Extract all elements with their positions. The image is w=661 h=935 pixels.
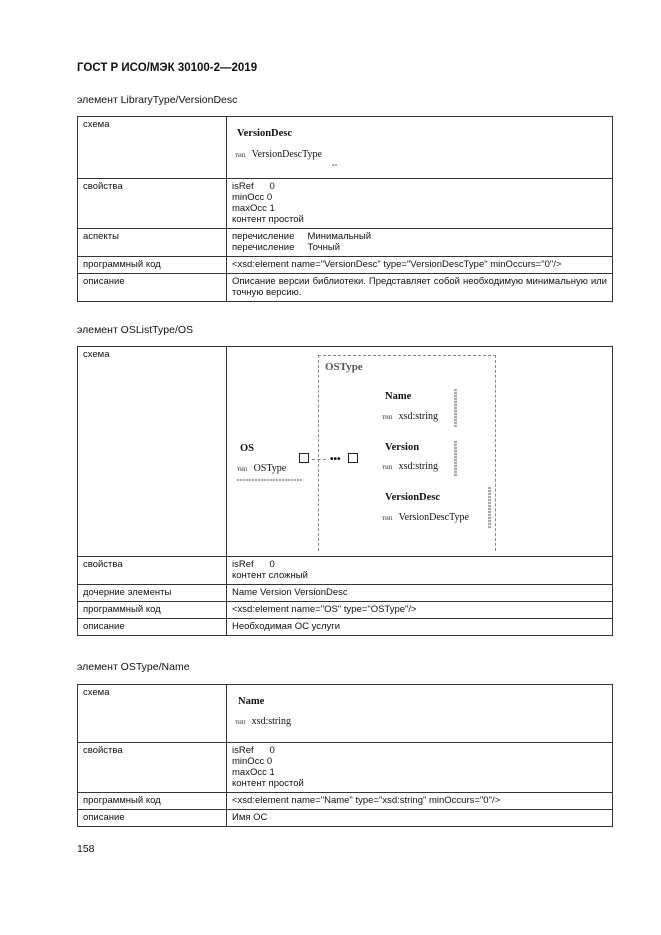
element-box-shadow bbox=[332, 164, 337, 166]
page-number: 158 bbox=[77, 843, 95, 855]
value-line: перечисление Минимальный bbox=[232, 231, 372, 242]
schema-diagram bbox=[227, 685, 613, 743]
schema-type-name: xsd:string bbox=[251, 716, 292, 727]
row-key: описание bbox=[78, 810, 227, 827]
versiondesc-table bbox=[77, 116, 613, 302]
type-prefix: тип bbox=[382, 413, 393, 421]
value-line: isRef 0 bbox=[232, 745, 275, 756]
child-type-line bbox=[382, 512, 469, 524]
group-border-right bbox=[495, 355, 496, 551]
document-standard-header: ГОСТ Р ИСО/МЭК 30100-2—2019 bbox=[77, 62, 258, 74]
row-value bbox=[227, 257, 613, 274]
schema-type-line bbox=[235, 716, 291, 728]
type-prefix: тип bbox=[235, 718, 246, 726]
child-name: Name bbox=[385, 391, 412, 402]
schema-label: схема bbox=[78, 117, 227, 179]
section-title-name: элемент OSType/Name bbox=[77, 661, 190, 673]
schema-type-name: VersionDescType bbox=[251, 149, 322, 160]
value-line: minOcc 0 bbox=[232, 192, 273, 203]
os-type-name: OSType bbox=[253, 463, 287, 474]
schema-label: схема bbox=[78, 685, 227, 743]
expand-box[interactable] bbox=[299, 453, 309, 463]
value-line: Name Version VersionDesc bbox=[232, 587, 348, 598]
value-line: контент простой bbox=[232, 778, 304, 789]
schema-label: схема bbox=[78, 347, 227, 557]
row-key: свойства bbox=[78, 743, 227, 793]
schema-element-name: VersionDesc bbox=[237, 128, 293, 139]
os-table bbox=[77, 346, 613, 636]
code-line: <xsd:element name="Name" type="xsd:string" minOccurs="0"/> bbox=[232, 795, 501, 806]
sequence-expand-box[interactable] bbox=[348, 453, 358, 463]
row-key: программный код bbox=[78, 257, 227, 274]
os-type-line bbox=[237, 463, 286, 475]
row-value bbox=[227, 179, 613, 229]
value-line: maxOcc 1 bbox=[232, 203, 275, 214]
element-box-shadow bbox=[488, 487, 491, 529]
row-value bbox=[227, 557, 613, 585]
row-key: свойства bbox=[78, 179, 227, 229]
value-line: Имя ОС bbox=[232, 812, 268, 823]
group-border-top bbox=[318, 355, 496, 356]
schema-diagram bbox=[227, 347, 613, 557]
element-box-shadow bbox=[454, 389, 457, 427]
child-type-line bbox=[382, 411, 438, 423]
value-line: контент простой bbox=[232, 214, 304, 225]
schema-diagram bbox=[227, 117, 613, 179]
code-line: <xsd:element name="VersionDesc" type="VersionDescType" minOccurs="0"/> bbox=[232, 259, 562, 270]
row-key: программный код bbox=[78, 793, 227, 810]
row-key: дочерние элементы bbox=[78, 585, 227, 602]
section-title-os: элемент OSListType/OS bbox=[77, 324, 194, 336]
child-type-name: xsd:string bbox=[398, 411, 439, 422]
value-line: isRef 0 bbox=[232, 559, 275, 570]
section-title-versiondesc: элемент LibraryType/VersionDesc bbox=[77, 94, 238, 106]
os-element-name: OS bbox=[240, 443, 255, 454]
row-key: аспекты bbox=[78, 229, 227, 257]
child-type-line bbox=[382, 461, 438, 473]
row-key: программный код bbox=[78, 602, 227, 619]
row-value bbox=[227, 810, 613, 827]
child-name: Version bbox=[385, 442, 420, 453]
type-prefix: тип bbox=[382, 463, 393, 471]
sequence-compositor: ••• bbox=[330, 454, 341, 465]
row-value bbox=[227, 793, 613, 810]
child-type-name: VersionDescType bbox=[398, 512, 469, 523]
connector-line bbox=[312, 459, 326, 460]
row-value bbox=[227, 619, 613, 636]
child-name: VersionDesc bbox=[385, 492, 441, 503]
row-value bbox=[227, 585, 613, 602]
schema-element-name: Name bbox=[238, 696, 265, 707]
schema-type-line bbox=[235, 149, 322, 161]
row-value bbox=[227, 229, 613, 257]
type-prefix: тип bbox=[382, 514, 393, 522]
element-box-shadow bbox=[454, 441, 457, 477]
value-line: maxOcc 1 bbox=[232, 767, 275, 778]
row-value bbox=[227, 602, 613, 619]
value-line: контент сложный bbox=[232, 570, 308, 581]
value-line: isRef 0 bbox=[232, 181, 275, 192]
value-line: Необходимая ОС услуги bbox=[232, 621, 341, 632]
row-value bbox=[227, 743, 613, 793]
description-value: Описание версии библиотеки. Представляет собой необходимую минимальную или точную версию. bbox=[227, 274, 613, 302]
row-key: описание bbox=[78, 619, 227, 636]
name-table bbox=[77, 684, 613, 827]
value-line: перечисление Точный bbox=[232, 242, 341, 253]
type-prefix: тип bbox=[235, 151, 246, 159]
row-key: свойства bbox=[78, 557, 227, 585]
type-prefix: тип bbox=[237, 465, 248, 473]
child-type-name: xsd:string bbox=[398, 461, 439, 472]
value-line: minOcc 0 bbox=[232, 756, 273, 767]
row-key: описание bbox=[78, 274, 227, 302]
group-border-left bbox=[318, 355, 319, 551]
code-line: <xsd:element name="OS" type="OSType"/> bbox=[232, 604, 417, 615]
element-box-shadow bbox=[237, 479, 303, 481]
group-type-name: OSType bbox=[325, 361, 363, 373]
